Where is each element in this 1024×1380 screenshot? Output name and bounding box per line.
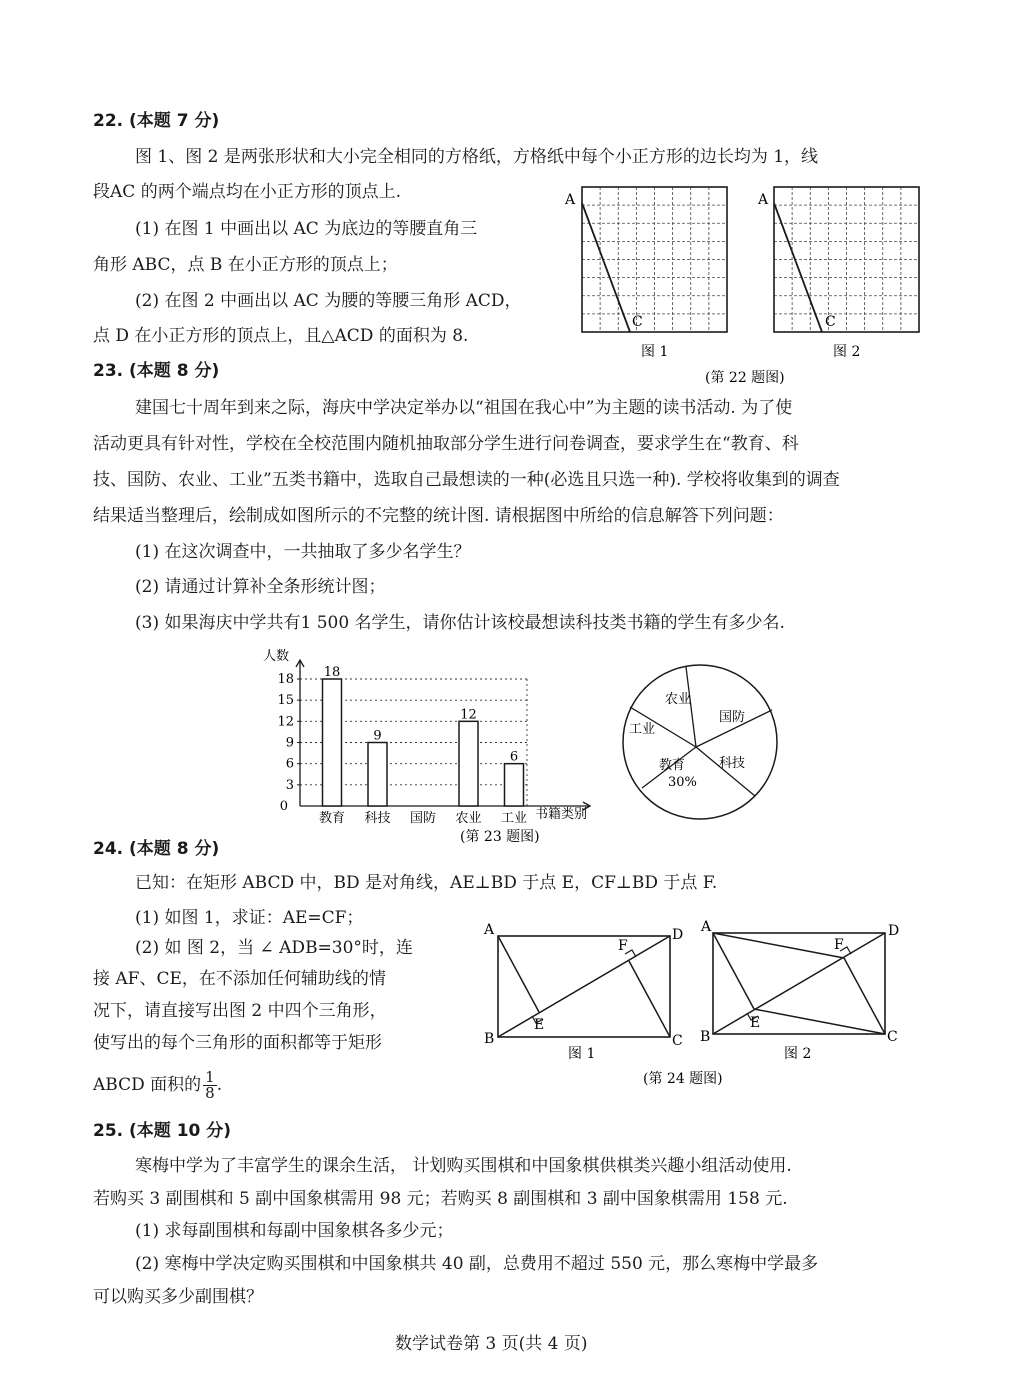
- chart-ylabel: 人数: [263, 649, 290, 664]
- fig2-point-b: B: [700, 1029, 711, 1045]
- bar-value-label: 18: [323, 665, 341, 680]
- fig1-label: 图 1: [641, 344, 669, 360]
- bar-value-label: 12: [460, 707, 477, 723]
- q24-line-1: 已知：在矩形 ABCD 中，BD 是对角线，AE⊥BD 于点 E，CF⊥BD 于点 F.: [135, 873, 718, 893]
- fig2-point-f: F: [834, 937, 844, 953]
- q23-line-6: (2) 请通过计算补全条形统计图；: [135, 577, 386, 597]
- bar-value-label: 9: [373, 728, 382, 744]
- q24-fig1-label: 图 1: [568, 1046, 596, 1062]
- q24-line-7-tail: .: [216, 1075, 223, 1095]
- bar: [323, 679, 342, 806]
- q24-figure-caption: (第 24 题图): [643, 1071, 723, 1087]
- y-tick-label: 6: [285, 756, 294, 772]
- q24-line-3: (2) 如 图 2，当 ∠ ADB=30°时，连: [135, 938, 413, 958]
- q24-heading: 24. (本题 8 分): [93, 839, 220, 859]
- fig1-point-b: B: [484, 1031, 495, 1047]
- q23-heading: 23. (本题 8 分): [93, 361, 220, 381]
- q22-figure-caption: (第 22 题图): [705, 370, 785, 386]
- q22-grid-1: [564, 187, 727, 360]
- q24-line-4: 接 AF、CE，在不添加任何辅助线的情: [93, 969, 386, 989]
- bar-value-label: 6: [509, 749, 519, 765]
- fig2-point-a: A: [701, 919, 712, 935]
- q22-line-5: (2) 在图 2 中画出以 AC 为腰的等腰三角形 ACD，: [135, 291, 522, 311]
- q23-pie-chart: [615, 660, 785, 825]
- point-a-label-1: A: [565, 192, 576, 208]
- q22-line-4: 角形 ABC，点 B 在小正方形的顶点上；: [93, 255, 398, 275]
- q24-line-7: [93, 1070, 222, 1101]
- category-label: 农业: [455, 811, 482, 826]
- bar: [459, 721, 478, 806]
- q25-line-3: (1) 求每副围棋和每副中国象棋各多少元；: [135, 1221, 454, 1241]
- pie-divider: [696, 747, 755, 796]
- q25-line-1: 寒梅中学为了丰富学生的课余生活， 计划购买围棋和中国象棋供棋类兴趣小组活动使用.: [135, 1156, 792, 1176]
- q22-line-1: 图 1、图 2 是两张形状和大小完全相同的方格纸，方格纸中每个小正方形的边长均为 1，线: [135, 147, 819, 167]
- q23-line-3: 技、国防、农业、工业”五类书籍中，选取自己最想读的一种(必选且只选一种). 学校将收集到的调查: [93, 470, 840, 490]
- fig1-point-a: A: [484, 922, 495, 938]
- pie-label-agriculture: 农业: [665, 692, 692, 707]
- category-label: 科技: [364, 811, 391, 826]
- fraction-denominator: 8: [205, 1084, 215, 1102]
- q24-line-5: 况下，请直接写出图 2 中四个三角形，: [93, 1001, 387, 1021]
- q23-line-7: (3) 如果海庆中学共有1 500 名学生，请你估计该校最想读科技类书籍的学生有多少名.: [135, 613, 785, 633]
- q25-line-5: 可以购买多少副围棋？: [93, 1287, 263, 1307]
- y-tick-label: 15: [277, 693, 294, 709]
- category-label: 国防: [409, 811, 437, 826]
- bar: [505, 764, 524, 806]
- fraction-numerator: 1: [205, 1068, 215, 1086]
- point-c-label-1: C: [632, 314, 643, 330]
- fig2-point-d: D: [888, 923, 900, 939]
- q23-bar-chart: [255, 642, 610, 847]
- q25-line-2: 若购买 3 副围棋和 5 副中国象棋需用 98 元；若购买 8 副围棋和 3 副中国象棋需用 158 元.: [93, 1189, 788, 1209]
- pie-annotation-education: 30%: [668, 775, 697, 790]
- y-tick-label: 12: [277, 714, 294, 730]
- pie-label-industry: 工业: [629, 722, 656, 737]
- q25-heading: 25. (本题 10 分): [93, 1121, 232, 1141]
- pie-label-defense: 国防: [719, 710, 746, 725]
- q24-line-2: (1) 如图 1，求证：AE=CF；: [135, 908, 364, 928]
- q23-figure-caption: (第 23 题图): [460, 829, 540, 845]
- q22-heading: 22. (本题 7 分): [93, 111, 220, 131]
- q25-line-4: (2) 寒梅中学决定购买围棋和中国象棋共 40 副，总费用不超过 550 元，那么寒梅中学最多: [135, 1254, 819, 1274]
- category-label: 教育: [318, 811, 346, 826]
- q22-line-6: 点 D 在小正方形的顶点上，且△ACD 的面积为 8.: [93, 326, 469, 346]
- fig2-point-e: E: [750, 1015, 761, 1031]
- bar: [368, 743, 387, 807]
- q24-fig2-label: 图 2: [784, 1046, 812, 1062]
- q22-line-3: (1) 在图 1 中画出以 AC 为底边的等腰直角三: [135, 219, 478, 239]
- fig2-point-c: C: [887, 1029, 898, 1045]
- segment-ac-1: [582, 203, 630, 332]
- y-tick-label: 18: [277, 672, 294, 687]
- q23-line-2: 活动更具有针对性，学校在全校范围内随机抽取部分学生进行问卷调查，要求学生在“教育、科: [93, 434, 799, 454]
- category-label: 工业: [500, 811, 528, 826]
- fig1-point-c: C: [672, 1033, 683, 1049]
- fig1-point-e: E: [534, 1017, 545, 1033]
- y-tick-label: 3: [285, 777, 294, 793]
- pie-label-education: 教育: [659, 758, 686, 773]
- pie-divider: [686, 667, 696, 747]
- q23-line-5: (1) 在这次调查中，一共抽取了多少名学生？: [135, 542, 471, 562]
- q23-line-4: 结果适当整理后，绘制成如图所示的不完整的统计图. 请根据图中所给的信息解答下列问题：: [93, 506, 784, 526]
- pie-label-technology: 科技: [719, 756, 746, 771]
- fig1-point-d: D: [672, 927, 684, 943]
- q24-figure-2: [700, 919, 899, 1062]
- q24-line-7-text: ABCD 面积的: [93, 1075, 202, 1095]
- q24-figure-1: [483, 922, 683, 1062]
- page-footer: 数学试卷第 3 页(共 4 页): [395, 1334, 588, 1354]
- y-tick-label: 0: [279, 799, 288, 814]
- chart-xlabel: 书籍类别: [535, 807, 588, 822]
- point-a-label-2: A: [758, 192, 769, 208]
- point-c-label-2: C: [825, 314, 836, 330]
- fig1-point-f: F: [618, 938, 628, 954]
- q24-line-6: 使写出的每个三角形的面积都等于矩形: [93, 1033, 382, 1053]
- q23-line-1: 建国七十周年到来之际，海庆中学决定举办以“祖国在我心中”为主题的读书活动. 为了使: [135, 398, 793, 418]
- y-tick-label: 9: [285, 735, 294, 751]
- q22-line-2: 段AC 的两个端点均在小正方形的顶点上.: [93, 182, 402, 202]
- q22-grid-2: [757, 187, 919, 360]
- segment-ac-2: [774, 203, 822, 332]
- q22-figures: [555, 180, 945, 395]
- fig2-label: 图 2: [833, 344, 861, 360]
- fraction-one-eighth: [203, 1070, 217, 1101]
- q24-figures: [478, 915, 918, 1093]
